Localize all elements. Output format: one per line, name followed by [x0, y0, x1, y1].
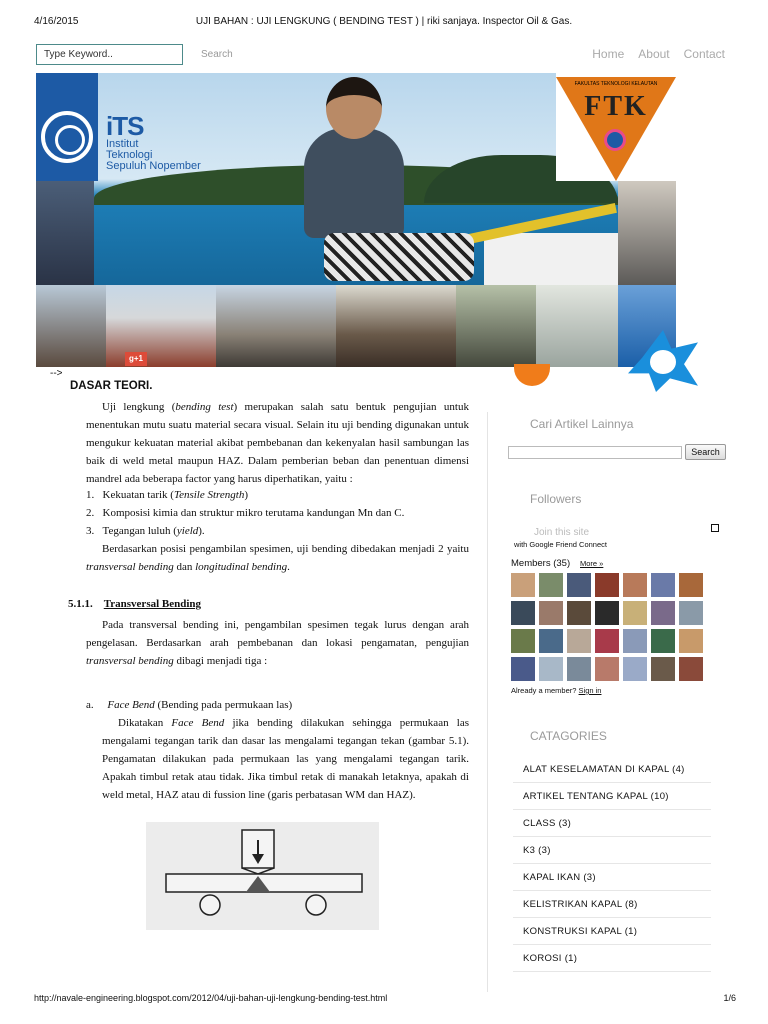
member-avatar[interactable] [679, 657, 703, 681]
category-link[interactable]: KOROSI (1) [513, 945, 711, 972]
face-bend-figure [146, 822, 379, 930]
nav-home[interactable]: Home [592, 47, 625, 61]
member-avatar[interactable] [567, 657, 591, 681]
gfc-label: with Google Friend Connect [514, 540, 607, 549]
member-avatar[interactable] [539, 573, 563, 597]
its-logo-text: iTS Institut Teknologi Sepuluh Nopember [106, 111, 201, 172]
banner-photo-5 [456, 285, 536, 367]
member-avatar[interactable] [595, 629, 619, 653]
sidebar-divider [487, 412, 488, 992]
member-avatar[interactable] [511, 629, 535, 653]
member-avatar[interactable] [539, 629, 563, 653]
list-item: 2. Komposisi kimia dan struktur mikro terutama kandungan Mn dan C. [86, 507, 405, 519]
category-link[interactable]: KELISTRIKAN KAPAL (8) [513, 891, 711, 918]
article-title: DASAR TEORI. [70, 380, 153, 392]
print-footer-page: 1/6 [723, 993, 736, 1003]
banner-photo-3 [216, 285, 336, 367]
sidebar-search-heading: Cari Artikel Lainnya [530, 417, 634, 431]
print-date: 4/16/2015 [34, 16, 79, 27]
banner-photo-4 [336, 285, 456, 367]
more-members-link[interactable]: More » [580, 559, 604, 568]
member-avatar[interactable] [623, 629, 647, 653]
members-count: Members (35) [511, 558, 571, 569]
member-avatar[interactable] [511, 573, 535, 597]
section-heading: 5.1.1. Transversal Bending [68, 598, 202, 610]
its-logo [36, 73, 98, 181]
banner-photo-1 [36, 285, 106, 367]
sign-in-link[interactable]: Sign in [578, 686, 602, 695]
print-title: UJI BAHAN : UJI LENGKUNG ( BENDING TEST ) | riki sanjaya. Inspector Oil & Gas. [195, 16, 573, 27]
header-banner [36, 73, 676, 367]
keyword-search-input[interactable]: Type Keyword.. [36, 44, 183, 65]
followers-heading: Followers [530, 492, 582, 506]
stray-comment-text: --> [50, 368, 63, 379]
face-bend-item: a. Face Bend (Bending pada permukaan las) [86, 699, 293, 711]
member-avatar[interactable] [539, 601, 563, 625]
banner-photo-right [618, 181, 676, 285]
nav-about[interactable]: About [638, 47, 670, 61]
member-avatar[interactable] [595, 657, 619, 681]
category-link[interactable]: ARTIKEL TENTANG KAPAL (10) [513, 783, 711, 810]
face-bend-paragraph: Dikatakan Face Bend jika bending dilakukan sehingga permukaan las mengalami tegangan tarik dan dasar las mengalami tegangan tekan (gambar 5.1). Pengamatan dilakukan pada permukaan las yang mengalami tegangan tarik. Apakah timbul retak atau tidak. Jika timbul retak di manakah letaknya, apakah di weld metal, HAZ atau di fussion line (garis perbatasan WM dan HAZ). [102, 717, 470, 801]
member-avatar[interactable] [567, 573, 591, 597]
member-avatar[interactable] [679, 601, 703, 625]
member-avatar[interactable] [539, 657, 563, 681]
gplus-button[interactable]: g+1 [125, 352, 147, 366]
sidebar-search-input[interactable] [508, 446, 682, 459]
ftk-gear-icon [604, 129, 626, 151]
member-avatar[interactable] [651, 657, 675, 681]
print-header [0, 16, 768, 30]
banner-photo-6 [536, 285, 618, 367]
member-avatar[interactable] [651, 629, 675, 653]
position-paragraph: Berdasarkan posisi pengambilan spesimen, uji bending dibedakan menjadi 2 yaitu transversal bending dan longitudinal bending. [86, 543, 469, 573]
member-avatar[interactable] [511, 657, 535, 681]
member-avatar[interactable] [595, 601, 619, 625]
member-avatars [511, 573, 707, 681]
gfc-icon[interactable] [711, 524, 719, 532]
member-avatar[interactable] [651, 573, 675, 597]
member-avatar[interactable] [679, 629, 703, 653]
top-nav [592, 47, 725, 61]
list-item: 3. Tegangan luluh (yield). [86, 525, 205, 537]
category-link[interactable]: KAPAL IKAN (3) [513, 864, 711, 891]
search-link[interactable]: Search [201, 49, 233, 60]
join-link[interactable]: Join this site [534, 527, 590, 538]
decoration-orange [514, 364, 550, 386]
category-link[interactable]: K3 (3) [513, 837, 711, 864]
member-avatar[interactable] [623, 573, 647, 597]
banner-photo-2 [106, 285, 216, 367]
already-member: Already a member? Sign in [511, 686, 602, 695]
nav-contact[interactable]: Contact [683, 47, 725, 61]
sidebar-search-button[interactable]: Search [685, 444, 726, 460]
section-paragraph: Pada transversal bending ini, pengambilan spesimen tegak lurus dengan arah pengelasan. Berdasarkan arah pembebanan dan lokasi pengamatan, pengujian transversal bending dibagi menjadi tiga : [86, 619, 469, 667]
member-avatar[interactable] [679, 573, 703, 597]
its-seal-icon [41, 111, 93, 163]
print-footer-url: http://navale-engineering.blogspot.com/2012/04/uji-bahan-uji-lengkung-bending-test.html [34, 993, 388, 1003]
category-link[interactable]: CLASS (3) [513, 810, 711, 837]
categories-list [513, 756, 711, 972]
member-avatar[interactable] [567, 629, 591, 653]
category-link[interactable]: ALAT KESELAMATAN DI KAPAL (4) [513, 756, 711, 783]
member-avatar[interactable] [567, 601, 591, 625]
member-avatar[interactable] [511, 601, 535, 625]
banner-main-photo [94, 73, 618, 285]
member-avatar[interactable] [623, 657, 647, 681]
categories-heading: CATAGORIES [530, 729, 607, 743]
member-avatar[interactable] [651, 601, 675, 625]
category-link[interactable]: KONSTRUKSI KAPAL (1) [513, 918, 711, 945]
member-avatar[interactable] [623, 601, 647, 625]
banner-photo-left [36, 181, 94, 285]
ftk-logo: FAKULTAS TEKNOLOGI KELAUTAN FTK [556, 73, 676, 181]
list-item: 1. Kekuatan tarik (Tensile Strength) [86, 489, 249, 501]
intro-paragraph: Uji lengkung (bending test) merupakan salah satu bentuk pengujian untuk menentukan mutu suatu material secara visual. Selain itu uji bending digunakan untuk mengukur kekuatan material akibat pembebanan dan kekenyalan hasil sambungan las baik di weld metal maupun HAZ. Dalam pemberian beban dan penentuan dimensi mandrel ada beberapa factor yang harus diperhatikan, yaitu : [86, 401, 469, 485]
member-avatar[interactable] [595, 573, 619, 597]
